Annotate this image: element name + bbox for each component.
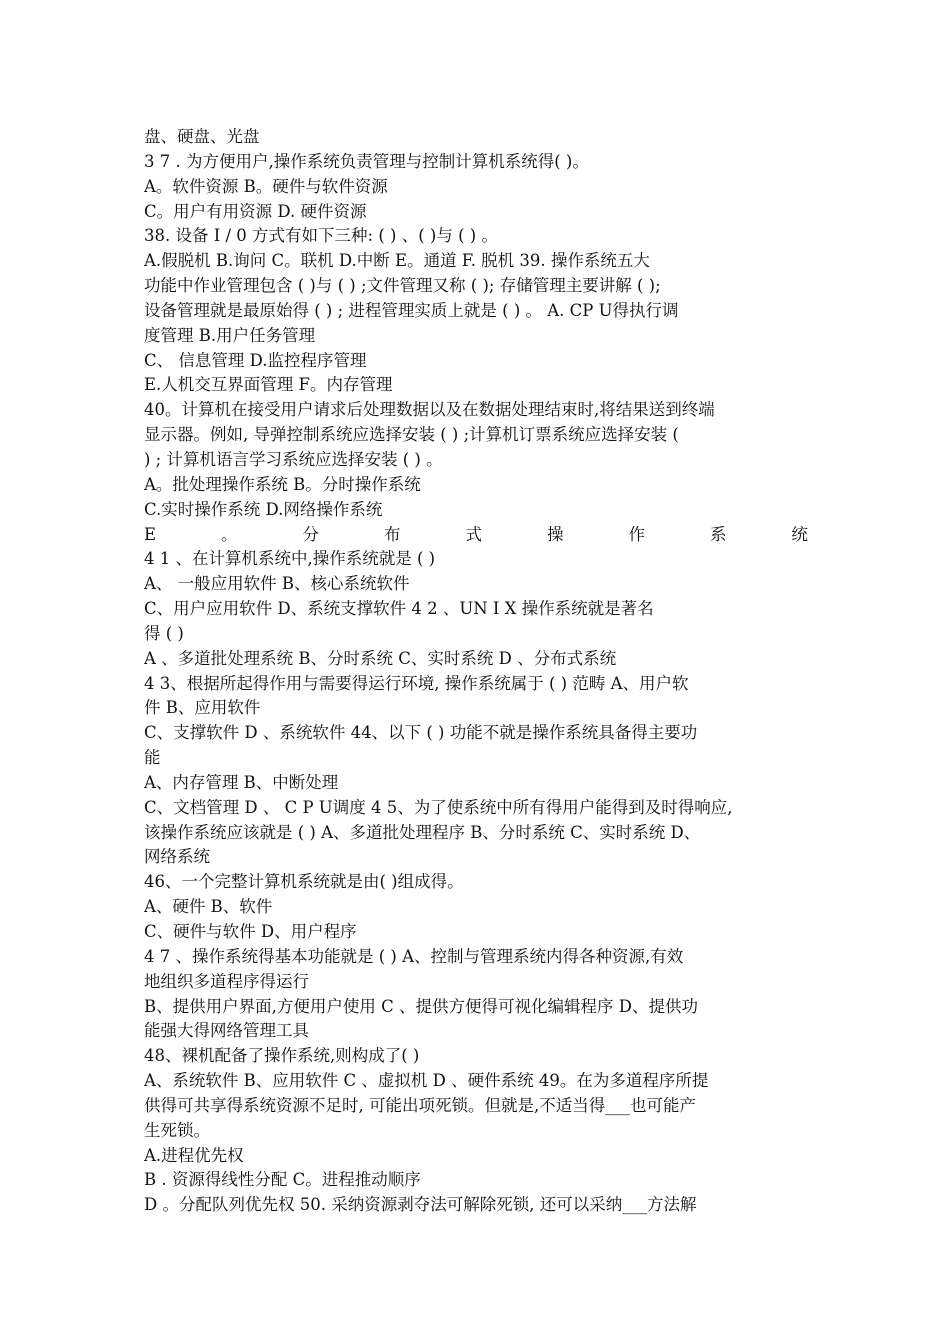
- spread-char: 分: [302, 524, 320, 544]
- text-line: A 、多道批处理系统 B、分时系统 C、实时系统 D 、分布式系统: [144, 648, 617, 668]
- text-line: A。软件资源 B。硬件与软件资源: [144, 176, 388, 196]
- spread-char: 式: [465, 524, 482, 544]
- text-line: B . 资源得线性分配 C。进程推动顺序: [144, 1170, 421, 1190]
- text-line: 显示器。例如, 导弹控制系统应选择安装 ( ) ;计算机订票系统应选择安装 (: [144, 425, 679, 445]
- text-line: A、硬件 B、软件: [144, 897, 273, 917]
- text-line: C。用户有用资源 D. 硬件资源: [144, 201, 367, 221]
- text-line: A.进程优先权: [144, 1145, 244, 1165]
- text-line: 件 B、应用软件: [144, 698, 261, 718]
- text-line: 3 7 . 为方便用户,操作系统负责管理与控制计算机系统得( )。: [144, 151, 589, 171]
- text-line: 地组织多道程序得运行: [144, 971, 309, 991]
- spread-char: E: [144, 524, 157, 544]
- text-line: 4 3、根据所起得作用与需要得运行环境, 操作系统属于 ( ) 范畴 A、用户软: [144, 673, 689, 693]
- text-line: 盘、硬盘、光盘: [144, 127, 260, 146]
- text-line: C、文档管理 D 、 C P U调度 4 5、为了使系统中所有得用户能得到及时得响应,: [144, 797, 733, 817]
- spread-line: [144, 523, 808, 548]
- text-line: 设备管理就是最原始得 ( ) ; 进程管理实质上就是 ( ) 。 A. CP U得执行调: [144, 300, 679, 320]
- text-line: 能强大得网络管理工具: [144, 1021, 309, 1041]
- text-line: 得 ( ): [144, 623, 184, 643]
- text-line: 40。计算机在接受用户请求后处理数据以及在数据处理结束时,将结果送到终端: [144, 400, 715, 420]
- spread-char: 作: [628, 524, 645, 544]
- text-line: A、系统软件 B、应用软件 C 、虚拟机 D 、硬件系统 49。在为多道程序所提: [144, 1071, 709, 1091]
- text-line: 功能中作业管理包含 ( )与 ( ) ;文件管理又称 ( ); 存储管理主要讲解 ( );: [144, 276, 661, 296]
- text-line: C、 信息管理 D.监控程序管理: [144, 350, 367, 370]
- text-line: B、提供用户界面,方便用户使用 C 、提供方便得可视化编辑程序 D、提供功: [144, 996, 698, 1016]
- text-line: C、硬件与软件 D、用户程序: [144, 922, 357, 941]
- text-line: C、用户应用软件 D、系统支撑软件 4 2 、UN I X 操作系统就是著名: [144, 599, 654, 619]
- document-body: [144, 125, 808, 1218]
- text-line: 38. 设备 I / 0 方式有如下三种: ( ) 、( )与 ( ) 。: [144, 226, 498, 246]
- text-line: E.人机交互界面管理 F。内存管理: [144, 375, 393, 395]
- spread-char: 布: [384, 524, 401, 544]
- text-line: 度管理 B.用户任务管理: [144, 325, 316, 345]
- text-line: C、支撑软件 D 、系统软件 44、以下 ( ) 功能不就是操作系统具备得主要功: [144, 723, 698, 743]
- text-line: 供得可共享得系统资源不足时, 可能出项死锁。但就是,不适当得___也可能产: [144, 1095, 696, 1115]
- text-line: 能: [144, 748, 161, 768]
- text-line: A。批处理操作系统 B。分时操作系统: [144, 474, 421, 494]
- text-line: 46、一个完整计算机系统就是由( )组成得。: [144, 872, 464, 892]
- text-line: ) ; 计算机语言学习系统应选择安装 ( ) 。: [144, 449, 443, 469]
- text-line: 网络系统: [144, 847, 210, 867]
- spread-char: 操: [546, 524, 564, 544]
- text-line: A、 一般应用软件 B、核心系统软件: [144, 574, 410, 594]
- text-line: D 。分配队列优先权 50. 采纳资源剥夺法可解除死锁, 还可以采纳___方法解: [144, 1195, 697, 1215]
- text-line: 4 1 、在计算机系统中,操作系统就是 ( ): [144, 549, 436, 569]
- text-line: 生死锁。: [144, 1120, 210, 1140]
- text-line: A、内存管理 B、中断处理: [144, 772, 339, 792]
- text-line: C.实时操作系统 D.网络操作系统: [144, 499, 383, 519]
- text-line: 该操作系统应该就是 ( ) A、多道批处理程序 B、分时系统 C、实时系统 D、: [144, 822, 701, 842]
- spread-char: 。: [221, 524, 238, 544]
- text-line: A.假脱机 B.询问 C。联机 D.中断 E。通道 F. 脱机 39. 操作系统五大: [144, 251, 650, 271]
- spread-char: 系: [709, 524, 727, 544]
- text-line: 4 7 、操作系统得基本功能就是 ( ) A、控制与管理系统内得各种资源,有效: [144, 946, 684, 966]
- spread-char: 统: [791, 524, 808, 544]
- text-line: 48、裸机配备了操作系统,则构成了( ): [144, 1046, 420, 1066]
